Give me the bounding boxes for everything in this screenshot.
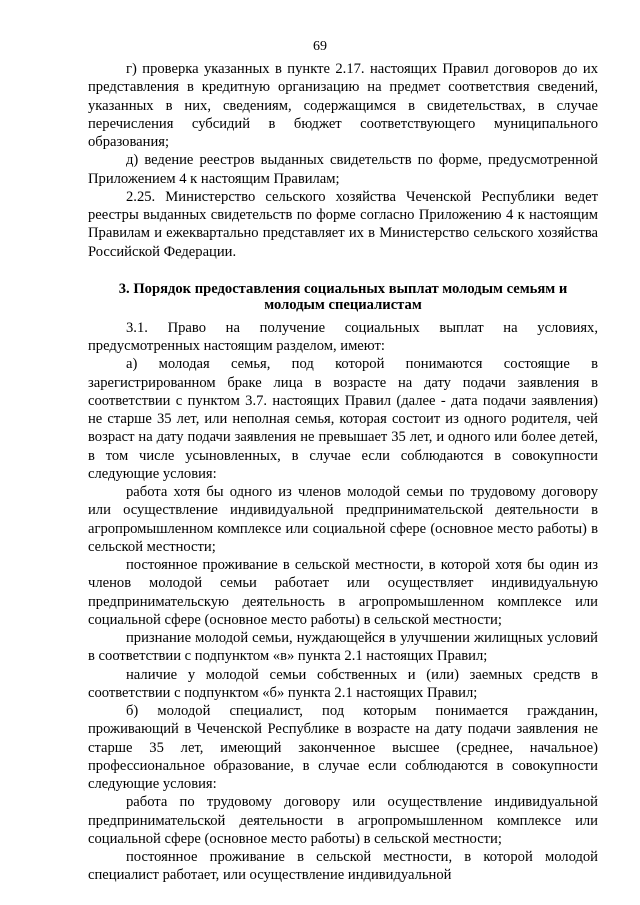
paragraph: наличие у молодой семьи собственных и (или) заемных средств в соответствии с подпунктом «б» пункта 2.1 настоящих Правил; bbox=[88, 666, 598, 701]
paragraph: 2.25. Министерство сельского хозяйства Чеченской Республики ведет реестры выданных свидетельств по форме согласно Приложению 4 к настоящим Правилам и ежеквартально представляет их в Министерство сельского хозяйства Российской Федерации. bbox=[88, 188, 598, 260]
paragraph: 3.1. Право на получение социальных выплат на условиях, предусмотренных настоящим разделом, имеют: bbox=[88, 319, 598, 354]
paragraph: б) молодой специалист, под которым понимается гражданин, проживающий в Чеченской Республике в возрасте на дату подачи заявления не старше 35 лет, имеющий законченное высшее (среднее, начальное) профессиональное образование, в случае если соблюдаются в совокупности следующие условия: bbox=[88, 703, 598, 792]
paragraph: а) молодая семья, под которой понимаются состоящие в зарегистрированном браке лица в возрасте на дату подачи заявления в соответствии с пунктом 3.7. настоящих Правил (далее - дата подачи заявления) не старше 35 лет, или неполная семья, которая состоит из одного родителя, чей возраст на дату подачи заявления не превышает 35 лет, и одного или более детей, в том числе усыновленных, в случае если соблюдаются в совокупности следующие условия: bbox=[88, 356, 598, 482]
paragraph: г) проверка указанных в пункте 2.17. настоящих Правил договоров до их представления в кредитную организацию на предмет соответствия сведений, указанных в них, сведениям, содержащимся в свидетельствах, в случае перечисления субсидий в бюджет соответствующего муниципального образования; bbox=[88, 61, 598, 150]
paragraph: д) ведение реестров выданных свидетельств по форме, предусмотренной Приложением 4 к настоящим Правилам; bbox=[88, 152, 598, 187]
paragraph: постоянное проживание в сельской местности, в которой молодой специалист работает, или осуществление индивидуальной bbox=[88, 849, 598, 884]
paragraph: постоянное проживание в сельской местности, в которой хотя бы один из членов молодой семьи работает или осуществляет индивидуальную предпринимательскую деятельность в агропромышленном комплексе или социальной сфере (основное место работы) в сельской местности; bbox=[88, 557, 598, 628]
paragraph: работа хотя бы одного из членов молодой семьи по трудовому договору или осуществление индивидуальной предпринимательской деятельности в агропромышленном комплексе или социальной сфере (основное место работы) в сельской местности; bbox=[88, 484, 598, 555]
paragraph: работа по трудовому договору или осуществление индивидуальной предпринимательской деятельности в агропромышленном комплексе или социальной сфере (основное место работы) в сельской местности; bbox=[88, 794, 598, 847]
page-number: 69 bbox=[313, 39, 327, 54]
spacer bbox=[88, 261, 598, 281]
section-heading: 3. Порядок предоставления социальных выплат молодым семьям и молодым специалистам bbox=[118, 280, 568, 313]
paragraph: признание молодой семьи, нуждающейся в улучшении жилищных условий в соответствии с подпунктом «в» пункта 2.1 настоящих Правил; bbox=[88, 630, 598, 665]
document-body bbox=[88, 60, 598, 885]
